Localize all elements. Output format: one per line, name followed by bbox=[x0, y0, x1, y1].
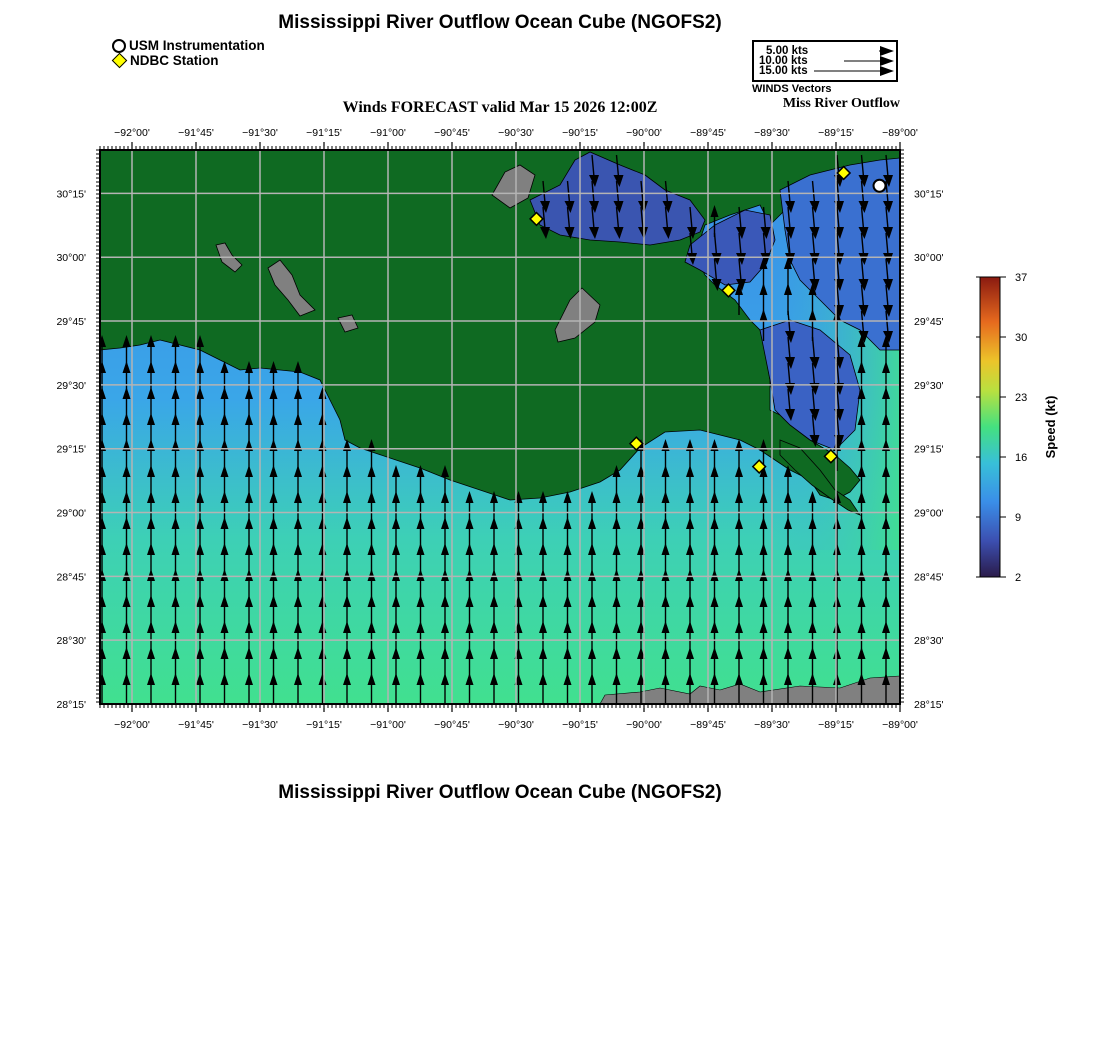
lon-tick-label-top: −89°00' bbox=[882, 127, 918, 139]
lon-tick-label-bottom: −89°30' bbox=[754, 719, 790, 731]
lat-tick-label-left: 29°45' bbox=[56, 316, 86, 329]
lon-tick-label-bottom: −90°00' bbox=[626, 719, 662, 731]
lon-tick-label-bottom: −90°15' bbox=[562, 719, 598, 731]
colorbar-tick-label: 30 bbox=[1015, 332, 1028, 344]
vector-key-row: 15.00 kts bbox=[759, 65, 808, 77]
legend-ndbc-label: NDBC Station bbox=[130, 53, 219, 68]
lat-tick-label-right: 28°30' bbox=[914, 635, 944, 648]
colorbar-label: Speed (kt) bbox=[1043, 395, 1058, 459]
lon-tick-label-top: −92°00' bbox=[114, 127, 150, 139]
lon-tick-label-top: −91°45' bbox=[178, 127, 214, 139]
lat-tick-label-right: 28°45' bbox=[914, 571, 944, 584]
lon-tick-label-bottom: −89°00' bbox=[882, 719, 918, 731]
lat-tick-label-left: 29°30' bbox=[56, 379, 86, 392]
lat-tick-label-right: 30°15' bbox=[914, 188, 944, 201]
lon-tick-label-top: −89°15' bbox=[818, 127, 854, 139]
lon-tick-label-bottom: −89°15' bbox=[818, 719, 854, 731]
lon-tick-label-bottom: −90°45' bbox=[434, 719, 470, 731]
usm-station-marker[interactable] bbox=[874, 180, 886, 192]
lon-tick-label-bottom: −90°30' bbox=[498, 719, 534, 731]
map-title: Mississippi River Outflow Ocean Cube (NGOFS2) bbox=[278, 12, 722, 33]
lon-tick-label-top: −89°45' bbox=[690, 127, 726, 139]
lat-tick-label-right: 28°15' bbox=[914, 699, 944, 711]
lat-tick-label-right: 30°00' bbox=[914, 252, 944, 265]
lat-tick-label-left: 29°00' bbox=[56, 507, 86, 520]
lon-tick-label-bottom: −91°00' bbox=[370, 719, 406, 731]
legend-usm-label: USM Instrumentation bbox=[129, 38, 265, 53]
colorbar-tick-label: 2 bbox=[1015, 572, 1022, 584]
lat-tick-label-left: 28°15' bbox=[56, 699, 86, 711]
vector-key-caption: WINDS Vectors bbox=[752, 83, 832, 95]
lat-tick-label-left: 28°45' bbox=[56, 571, 86, 584]
lat-tick-label-left: 28°30' bbox=[56, 635, 86, 648]
lon-tick-label-top: −91°15' bbox=[306, 127, 342, 139]
lon-tick-label-bottom: −91°30' bbox=[242, 719, 278, 731]
lat-tick-label-right: 29°15' bbox=[914, 443, 944, 456]
lon-tick-label-top: −91°00' bbox=[370, 127, 406, 139]
lon-tick-label-top: −89°30' bbox=[754, 127, 790, 139]
lon-tick-label-bottom: −89°45' bbox=[690, 719, 726, 731]
lat-tick-label-left: 29°15' bbox=[56, 443, 86, 456]
lon-tick-label-bottom: −91°15' bbox=[306, 719, 342, 731]
vector-key-row: 5.00 kts bbox=[766, 45, 809, 57]
colorbar-tick-label: 9 bbox=[1015, 512, 1022, 524]
lat-tick-label-right: 29°45' bbox=[914, 316, 944, 329]
lat-tick-label-right: 29°00' bbox=[914, 507, 944, 520]
lat-tick-label-left: 30°15' bbox=[56, 188, 86, 201]
lon-tick-label-top: −90°00' bbox=[626, 127, 662, 139]
lon-tick-label-top: −91°30' bbox=[242, 127, 278, 139]
forecast-title: Winds FORECAST valid Mar 15 2026 12:00Z bbox=[342, 99, 658, 116]
colorbar-tick-label: 16 bbox=[1015, 452, 1028, 464]
lat-tick-label-left: 30°00' bbox=[56, 252, 86, 265]
map-title-repeat: Mississippi River Outflow Ocean Cube (NGOFS2) bbox=[278, 782, 722, 803]
lon-tick-label-top: −90°45' bbox=[434, 127, 470, 139]
lon-tick-label-bottom: −92°00' bbox=[114, 719, 150, 731]
colorbar bbox=[980, 277, 1000, 577]
colorbar-tick-label: 23 bbox=[1015, 392, 1028, 404]
colorbar-tick-label: 37 bbox=[1015, 272, 1028, 284]
vector-key-row: 10.00 kts bbox=[759, 55, 808, 67]
lat-tick-label-right: 29°30' bbox=[914, 379, 944, 392]
region-label: Miss River Outflow bbox=[782, 96, 900, 111]
lon-tick-label-top: −90°15' bbox=[562, 127, 598, 139]
lon-tick-label-top: −90°30' bbox=[498, 127, 534, 139]
lon-tick-label-bottom: −91°45' bbox=[178, 719, 214, 731]
